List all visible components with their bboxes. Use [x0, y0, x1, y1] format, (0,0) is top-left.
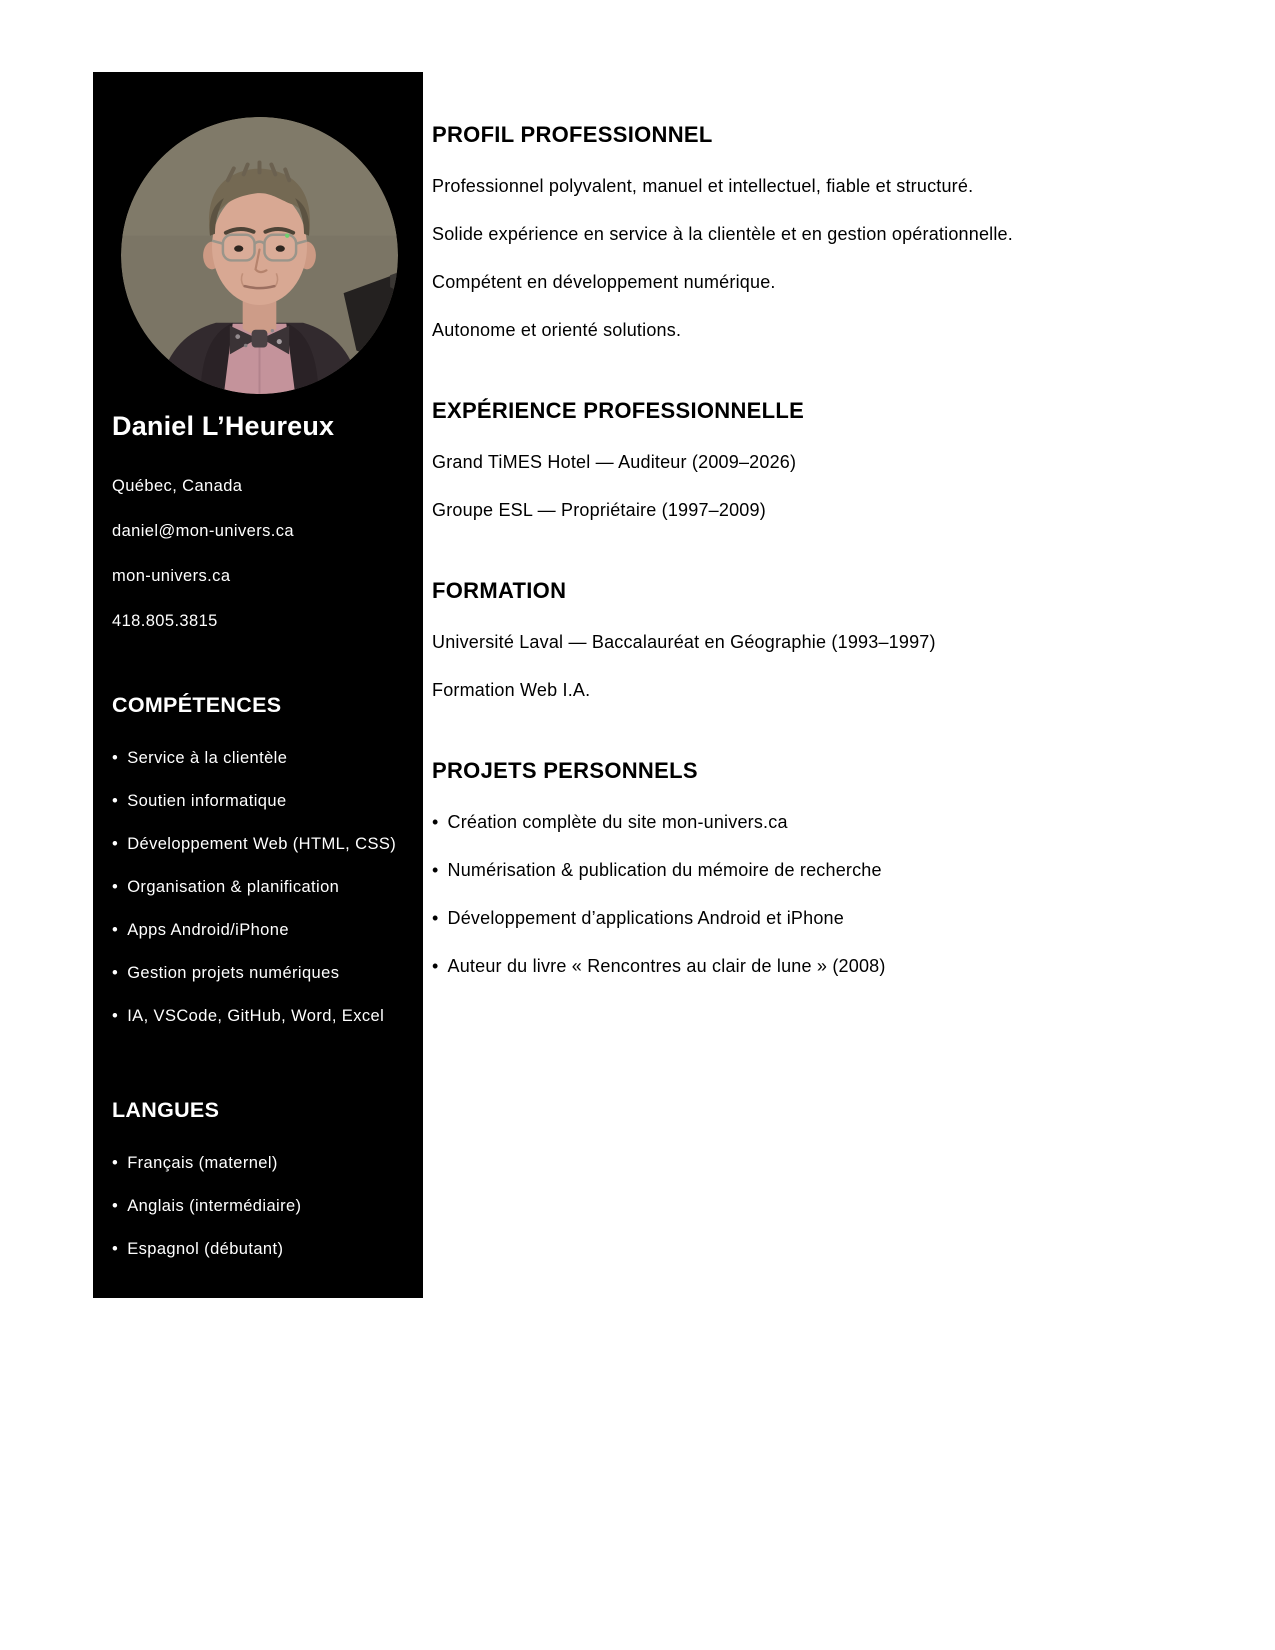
section-title-experience: EXPÉRIENCE PROFESSIONNELLE: [432, 398, 805, 423]
profil-paragraph: Solide expérience en service à la clientèle et en gestion opérationnelle.: [432, 224, 1013, 244]
contact-item: Québec, Canada: [112, 477, 243, 495]
profil-paragraph: Autonome et orienté solutions.: [432, 320, 682, 340]
contact-item: mon-univers.ca: [112, 567, 231, 585]
langue-item: • Anglais (intermédiaire): [112, 1196, 407, 1216]
profile-photo: [121, 117, 398, 394]
section-projets-personnels: [432, 758, 1152, 978]
langue-item: • Français (maternel): [112, 1153, 407, 1173]
competence-item: • Soutien informatique: [112, 791, 407, 811]
langues-list: [112, 1153, 407, 1259]
experience-item: Grand TiMES Hotel — Auditeur (2009–2026): [432, 452, 797, 472]
competence-item: • Organisation & planification: [112, 877, 407, 897]
projet-item: • Création complète du site mon-univers.ca: [432, 811, 1152, 834]
profil-paragraphs: [432, 175, 1152, 342]
competence-item: • IA, VSCode, GitHub, Word, Excel: [112, 1006, 407, 1026]
portrait-avatar-graphic: [121, 117, 398, 394]
competence-item: • Apps Android/iPhone: [112, 920, 407, 940]
experience-list: [432, 451, 1152, 522]
langue-item: • Espagnol (débutant): [112, 1239, 407, 1259]
sidebar-section-langues: [112, 1098, 407, 1259]
sidebar-section-title-langues: LANGUES: [112, 1098, 220, 1122]
section-title-formation: FORMATION: [432, 578, 567, 603]
competences-list: [112, 748, 407, 1026]
competence-item: • Développement Web (HTML, CSS): [112, 834, 407, 854]
formation-list: [432, 631, 1152, 702]
section-title-profil: PROFIL PROFESSIONNEL: [432, 122, 713, 147]
contact-item: 418.805.3815: [112, 612, 218, 630]
formation-item: Formation Web I.A.: [432, 680, 591, 700]
sidebar: [93, 72, 423, 1298]
competence-item: • Service à la clientèle: [112, 748, 407, 768]
section-title-projets: PROJETS PERSONNELS: [432, 758, 698, 783]
profil-paragraph: Professionnel polyvalent, manuel et intellectuel, fiable et structuré.: [432, 176, 974, 196]
section-profil-professionnel: [432, 122, 1152, 342]
projet-item: • Développement d’applications Android et iPhone: [432, 907, 1152, 930]
projet-item: • Auteur du livre « Rencontres au clair de lune » (2008): [432, 955, 1152, 978]
section-experience-professionnelle: [432, 398, 1152, 522]
section-formation: [432, 578, 1152, 702]
formation-item: Université Laval — Baccalauréat en Géographie (1993–1997): [432, 632, 936, 652]
main-content: [432, 122, 1152, 1034]
person-name: Daniel L’Heureux: [112, 411, 335, 441]
projets-list: [432, 811, 1152, 978]
sidebar-section-competences: [112, 693, 407, 1026]
contact-list: [112, 476, 407, 631]
projet-item: • Numérisation & publication du mémoire de recherche: [432, 859, 1152, 882]
competence-item: • Gestion projets numériques: [112, 963, 407, 983]
experience-item: Groupe ESL — Propriétaire (1997–2009): [432, 500, 766, 520]
contact-item: daniel@mon-univers.ca: [112, 522, 294, 540]
sidebar-section-title-competences: COMPÉTENCES: [112, 693, 282, 717]
profil-paragraph: Compétent en développement numérique.: [432, 272, 776, 292]
